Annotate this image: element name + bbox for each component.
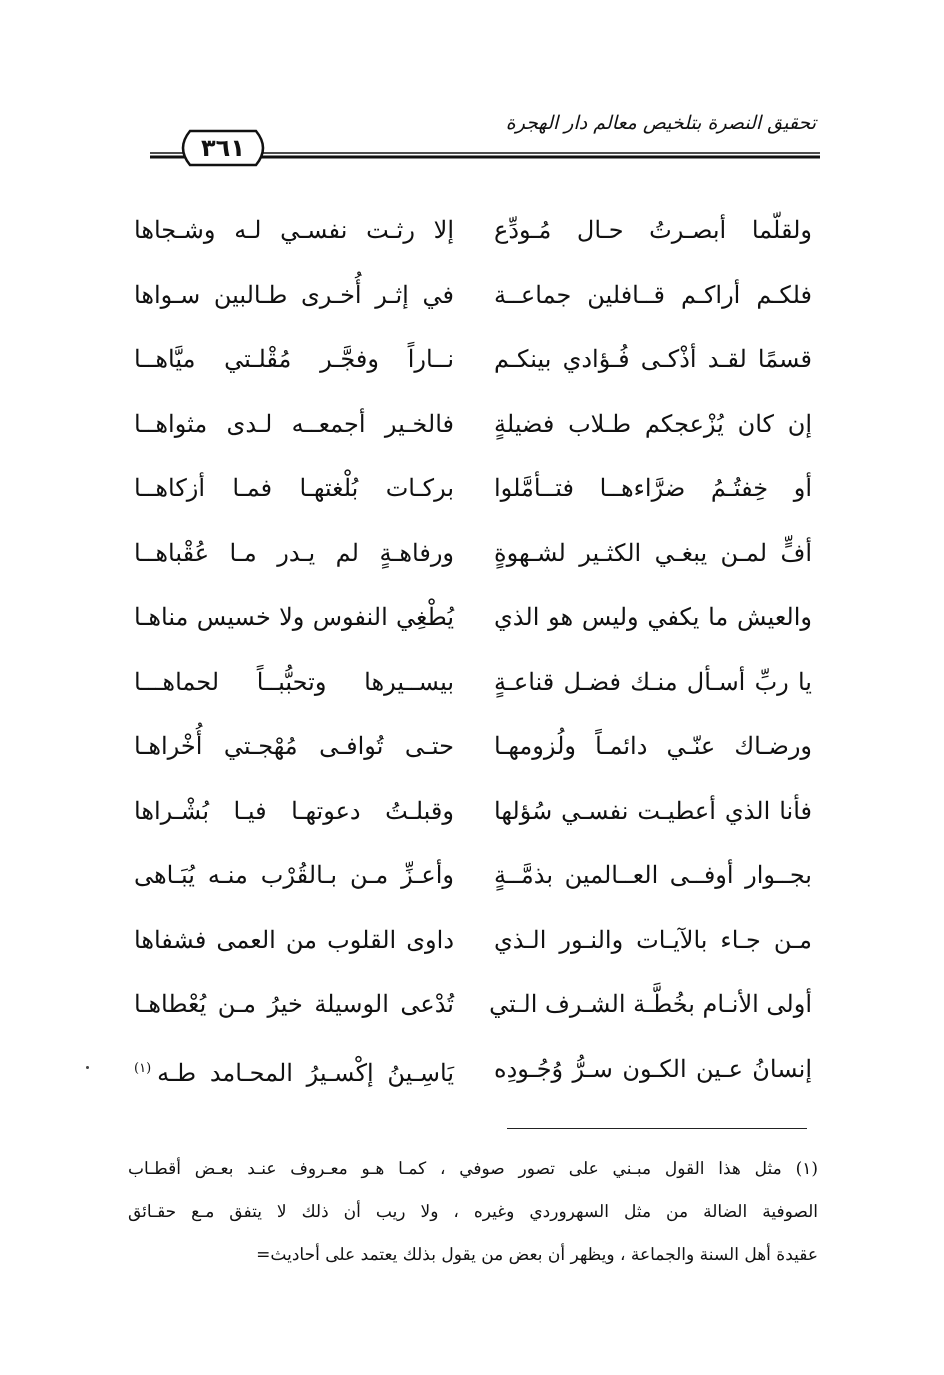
second-hemistich — [134, 652, 454, 717]
second-hemistich — [134, 329, 454, 394]
first-hemistich: إن كان يُزْعجكم طـلاب فضيلةٍ — [494, 409, 812, 438]
second-hemistich-text: يُطْغِي النفوس ولا خسيس مناهـا — [134, 603, 454, 631]
verse — [120, 587, 820, 652]
first-hemistich: والعيش ما يكفي وليس هو الذي — [494, 603, 812, 631]
second-hemistich — [134, 265, 454, 330]
second-hemistich — [134, 587, 454, 652]
first-hemistich: يا ربِّ أسـأل منـك فضـل قناعـةٍ — [494, 667, 812, 696]
second-hemistich — [134, 845, 454, 910]
verse — [120, 781, 820, 846]
first-hemistich: قسمًا لقـد أذْكـى فُـؤادي بينكـم — [494, 345, 812, 373]
verse — [120, 974, 820, 1039]
second-hemistich-text: يَاسِـينُ إكْسـيرُ المحـامد طـه — [157, 1058, 454, 1087]
second-hemistich-text: وقبلـتُ دعوتهـا فيـا بُشْـراها — [134, 796, 454, 825]
first-hemistich: فأنا الذي أعطيـت نفسـي سُؤلها — [494, 796, 812, 825]
first-hemistich: أولى الأنـام بخُطَّـة الشـرف الـتي — [489, 990, 812, 1018]
second-hemistich-text: إلا رثـت نفسـي لـه وشـجاها — [134, 216, 454, 244]
second-hemistich — [134, 200, 454, 265]
footnote-rule — [507, 1128, 807, 1129]
verse — [120, 458, 820, 523]
footnote-line: عقيدة أهل السنة والجماعة ، ويظهر أن بعض من يقول بذلك يعتمد على أحاديث= — [256, 1245, 818, 1265]
second-hemistich-text: حتـى تُوافـى مُهْجـتي أُخْراهـا — [134, 732, 454, 760]
second-hemistich — [134, 458, 454, 523]
verse — [120, 523, 820, 588]
first-hemistich: ورضـاك عنّـي دائمـاً ولُزومهـا — [494, 732, 812, 760]
second-hemistich-text: فالخـير أجمعــه لـدى مثواهــا — [134, 409, 454, 438]
second-hemistich — [134, 394, 454, 459]
footnotes — [128, 1148, 818, 1277]
first-hemistich: بجــوار أوفــى العــالمين بذمَّــةٍ — [494, 861, 812, 889]
second-hemistich — [134, 523, 454, 588]
second-hemistich-text: تُدْعى الوسيلة خيرُ مـن يُعْطاهـا — [134, 990, 454, 1018]
verse — [120, 200, 820, 265]
verse — [120, 329, 820, 394]
verse — [120, 1039, 820, 1104]
footnote-marker: (١) — [134, 1060, 152, 1076]
first-hemistich: إنسانُ عـين الكـون سـرُّ وُجُـودِه — [494, 1054, 812, 1083]
second-hemistich — [134, 781, 454, 846]
verse — [120, 716, 820, 781]
verse — [120, 394, 820, 459]
running-title: تحقيق النصرة بتلخيص معالم دار الهجرة — [505, 112, 816, 134]
footnote-line: (١) مثل هذا القول مبـني على تصور صوفي ، كمـا هـو معـروف عنـد بعـض أقطـاب — [128, 1159, 818, 1179]
second-hemistich — [134, 716, 454, 781]
first-hemistich: أفٍّ لمـن يبغـي الكثـير لشـهوةٍ — [494, 538, 812, 567]
first-hemistich: أو خِفتُـمُ ضرَّاءهــا فتــأمَّلوا — [494, 474, 812, 502]
first-hemistich: فلكـم أراكـم قــافلين جماعــة — [494, 280, 812, 309]
second-hemistich — [134, 974, 454, 1039]
first-hemistich: مـن جـاء بالآيـات والنـور الـذي — [494, 925, 812, 954]
verse — [120, 652, 820, 717]
first-hemistich: ولقلّما أبصـرتُ حـال مُـودِّع — [494, 216, 812, 244]
second-hemistich-text: داوى القلوب من العمى فشفاها — [134, 925, 454, 954]
second-hemistich-text: بركـات بُلْغتهـا فمـا أزكاهــا — [134, 474, 454, 502]
footnote-line: الصوفية الضالة من مثل السهروردي وغيره ، ولا ريب أن ذلك لا يتفق مـع حقـائق — [128, 1202, 818, 1222]
verse — [120, 910, 820, 975]
stray-mark — [86, 1066, 89, 1069]
second-hemistich — [134, 1039, 454, 1104]
verse — [120, 845, 820, 910]
second-hemistich-text: نــاراً وفجَّـر مُقْلـتي ميَّاهــا — [134, 345, 454, 373]
second-hemistich-text: وأعـزِّ مـن بـالقُرْب منـه يُبَـاهى — [134, 861, 454, 889]
poem — [120, 200, 820, 1103]
second-hemistich-text: في إثـر أُخـرى طـالبين سـواها — [134, 280, 454, 309]
page-number: ٣٦١ — [201, 134, 245, 162]
second-hemistich-text: بيســيرها وتحبُّبــاً لحماهـــا — [134, 667, 454, 696]
second-hemistich-text: ورفاهـةٍ لم يـدر مـا عُقْباهــا — [134, 538, 454, 567]
verse — [120, 265, 820, 330]
second-hemistich — [134, 910, 454, 975]
